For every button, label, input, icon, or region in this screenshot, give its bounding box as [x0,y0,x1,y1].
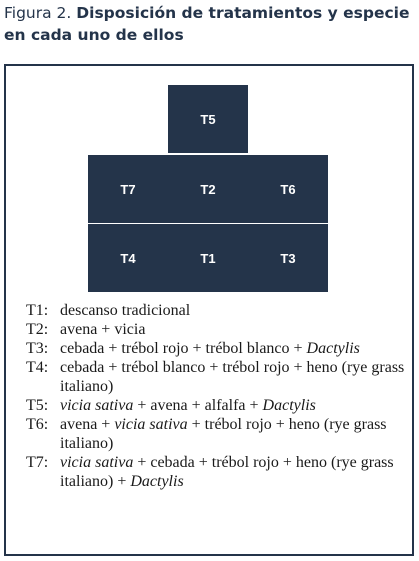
plot-t4 [88,224,168,292]
legend-text-part: cebada + trébol rojo + trébol blanco + [60,340,307,357]
legend-item [26,453,406,491]
treatment-legend [26,301,406,491]
legend-item [26,396,406,415]
legend-text-part: + trébol rojo + heno (rye grass italiano) [60,416,387,452]
legend-description [60,320,406,339]
plot-label: T2 [200,181,216,197]
figure-number: Figura 2. [4,4,77,22]
species-name-italic: vicia sativa [60,397,134,414]
legend-text-part: + cebada + trébol rojo + heno (rye grass italiano) + [60,454,394,490]
legend-text-part: descanso tradicional [60,302,191,319]
legend-description [60,415,406,453]
legend-key: T4: [26,359,49,376]
legend-description [60,301,406,320]
species-name-italic: Dactylis [262,397,316,414]
legend-key: T1: [26,302,49,319]
legend-description [60,358,406,396]
legend-key: T7: [26,454,49,471]
legend-key: T5: [26,397,49,414]
plot-t5 [168,85,248,153]
legend-item [26,301,406,320]
legend-key: T2: [26,321,49,338]
legend-description [60,453,406,491]
plot-label: T1 [200,250,216,266]
species-name-italic: Dactylis [130,473,184,490]
plot-label: T3 [280,250,296,266]
legend-key: T3: [26,340,49,357]
legend-item [26,320,406,339]
plot-t3 [248,224,328,292]
figure-caption [4,2,414,46]
legend-key: T6: [26,416,49,433]
plot-t1 [168,224,248,292]
legend-text-part: cebada + trébol blanco + trébol rojo + heno (rye grass italiano) [60,359,405,395]
legend-text-part: avena + [60,416,115,433]
legend-text-part: avena + vicia [60,321,146,338]
legend-description [60,396,406,415]
plot-label: T6 [280,181,296,197]
legend-item [26,339,406,358]
legend-item [26,415,406,453]
figure-title-line-2: en cada uno de ellos [4,26,184,44]
legend-item [26,358,406,396]
figure-title-line-1: Disposición de tratamientos y especie [76,4,410,22]
legend-text-part: + avena + alfalfa + [133,397,263,414]
plot-label: T4 [120,250,136,266]
species-name-italic: vicia sativa [114,416,188,433]
plot-t6 [248,155,328,223]
plot-label: T5 [200,111,216,127]
species-name-italic: vicia sativa [60,454,134,471]
plot-t7 [88,155,168,223]
plot-label: T7 [120,181,136,197]
species-name-italic: Dactylis [306,340,360,357]
legend-description [60,339,406,358]
plot-t2 [168,155,248,223]
